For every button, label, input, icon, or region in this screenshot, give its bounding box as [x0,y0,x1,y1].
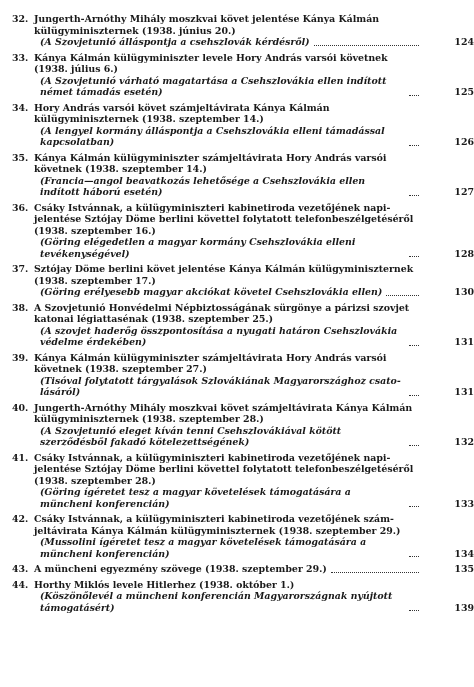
entry-body [34,579,474,615]
entry-subtitle: (Göring ígéretet tesz a magyar követelések támogatására a müncheni konferencián) [40,487,351,510]
entry-body [34,102,474,149]
entry-body [34,564,474,576]
entry-body [34,452,474,511]
entry-title: A müncheni egyezmény szövege (1938. szeptember 29.) [34,564,327,575]
page-number: 131 [454,387,474,398]
entry-last-line [34,76,422,99]
entry-number: 41. [12,452,29,464]
page-number: 128 [454,248,474,260]
entry-last-line [34,237,422,260]
entry-last-line [34,487,422,510]
dot-leader [409,195,419,196]
entry-last-line [34,426,422,449]
entry-number: 39. [12,352,29,364]
entry-number: 40. [12,402,29,414]
toc-entry [12,564,474,576]
page-number: 132 [454,437,474,448]
entry-title: Jungerth-Arnóthy Mihály moszkvai követ számjeltávirata Kánya Kálmán külügyminiszternek (1938. szeptember 28.) [34,402,413,425]
entry-last-line [34,376,422,399]
entry-number: 37. [12,264,29,275]
entry-subtitle: (A lengyel kormány álláspontja a Csehszlovákia elleni támadással kapcsolatban) [40,125,385,148]
page-number: 127 [454,187,474,198]
entry-last-line [34,176,422,199]
entry-title: Csáky Istvánnak, a külügyminiszteri kabinetiroda vezetőjének számjeltávirata Kánya Kálmán külügyminiszternek (1938. szeptember 29.) [34,514,401,537]
entry-body [34,152,474,199]
entry-body [34,514,474,560]
entry-title: Hory András varsói követ számjeltávirata Kánya Kálmán külügyminiszternek (1938. szeptember 14.) [34,102,330,125]
entry-last-line [34,37,422,49]
entry-number: 43. [12,564,29,575]
dot-leader [409,145,419,146]
toc-entry [12,514,474,560]
toc-entry [12,14,474,49]
page-number: 124 [454,37,474,48]
entry-title: Csáky Istvánnak, a külügyminiszteri kabinetiroda vezetőjének napijelentése Sztójay Döme berlini követtel folytatott telefonbeszélgetéséről (1938. szeptember 16.) [34,202,414,237]
page-number: 135 [454,564,474,575]
toc-entry [12,152,474,199]
dot-leader [314,45,419,46]
dot-leader [409,556,419,557]
dot-leader [409,445,419,446]
entry-subtitle: (Göring erélyesebb magyar akciókat követel Csehszlovákia ellen) [40,287,383,298]
entry-subtitle: (A Szovjetunió várható magatartása a Csehszlovákia ellen indított német támadás esetén) [40,75,387,98]
entry-body [34,302,474,349]
entry-last-line [34,537,422,560]
dot-leader [409,95,419,96]
entry-body [34,402,474,449]
entry-subtitle: (A szovjet haderőg összpontosítása a nyugati határon Csehszlovákia védelme érdekében) [40,325,398,348]
entry-last-line [34,126,422,149]
entry-number: 38. [12,302,29,314]
dot-leader [409,506,419,507]
page-number: 139 [454,602,474,614]
entry-last-line [34,591,422,614]
toc-entry [12,302,474,349]
entry-title: Kánya Kálmán külügyminiszter számjeltávirata Hory András varsói követnek (1938. szeptember 27.) [34,352,387,375]
entry-title: Kánya Kálmán külügyminiszter számjeltávirata Hory András varsói követnek (1938. szeptember 14.) [34,152,387,175]
entry-last-line [34,326,422,349]
dot-leader [409,345,419,346]
entry-body [34,264,474,299]
entry-last-line [34,287,422,299]
entry-body [34,14,474,49]
entry-body [34,202,474,261]
entry-subtitle: (Göring elégedetlen a magyar kormány Csehszlovákia elleni tevékenységével) [40,237,356,260]
entry-last-line [34,564,422,576]
entry-subtitle: (Francia—angol beavatkozás lehetősége a Csehszlovákia ellen indított háború esetén) [40,175,366,198]
entry-subtitle: (Mussolini ígéretet tesz a magyar követelések támogatására a müncheni konferencián) [40,537,367,560]
entry-body [34,352,474,399]
toc-entry [12,579,474,615]
page-number: 131 [454,337,474,348]
toc-entry [12,452,474,511]
entry-title: Horthy Miklós levele Hitlerhez (1938. október 1.) [34,579,295,591]
page-number: 133 [454,498,474,510]
entry-number: 42. [12,514,29,525]
entry-title: Sztójay Döme berlini követ jelentése Kánya Kálmán külügyminiszternek (1938. szeptember 17.) [34,264,414,287]
entry-number: 32. [12,14,29,25]
entry-subtitle: (Tisóval folytatott tárgyalások Szlovákiának Magyarországhoz csatolásáról) [40,375,401,398]
page-number: 126 [454,137,474,148]
dot-leader [409,256,419,257]
entry-number: 44. [12,579,29,591]
dot-leader [409,395,419,396]
entry-number: 33. [12,52,29,64]
toc-entry [12,264,474,299]
entry-number: 35. [12,152,29,164]
dot-leader [409,610,419,611]
toc-entry [12,102,474,149]
page-number: 134 [454,548,474,560]
entry-body [34,52,474,99]
entry-title: Jungerth-Arnóthy Mihály moszkvai követ jelentése Kánya Kálmán külügyminiszternek (1938. június 20.) [34,14,380,37]
entry-subtitle: (A Szovjetunió eleget kíván tenni Csehszlovákiával kötött szerződésből fakadó kötelezettségének) [40,425,342,448]
dot-leader [331,572,419,573]
toc-entry [12,202,474,261]
entry-subtitle: (A Szovjetunió álláspontja a csehszlovák kérdésről) [40,37,310,48]
page-number: 130 [454,287,474,298]
page-number: 125 [454,87,474,98]
toc-entry [12,52,474,99]
dot-leader [386,295,419,296]
toc-entry [12,352,474,399]
entry-subtitle: (Köszönőlevél a müncheni konferencián Magyarországnak nyújtott támogatásért) [40,591,393,614]
entry-number: 36. [12,202,29,214]
toc-entry [12,402,474,449]
entry-title: A Szovjetunió Honvédelmi Népbiztosságának sürgönye a párizsi szovjet katonai légiattasénak (1938. szeptember 25.) [34,302,410,325]
entry-title: Kánya Kálmán külügyminiszter levele Hory András varsói követnek (1938. július 6.) [34,52,388,75]
entry-title: Csáky Istvánnak, a külügyminiszteri kabinetiroda vezetőjének napijelentése Sztójay Döme berlini követtel folytatott telefonbeszélgetéséről (1938. szeptember 28.) [34,452,414,487]
entry-number: 34. [12,102,29,114]
